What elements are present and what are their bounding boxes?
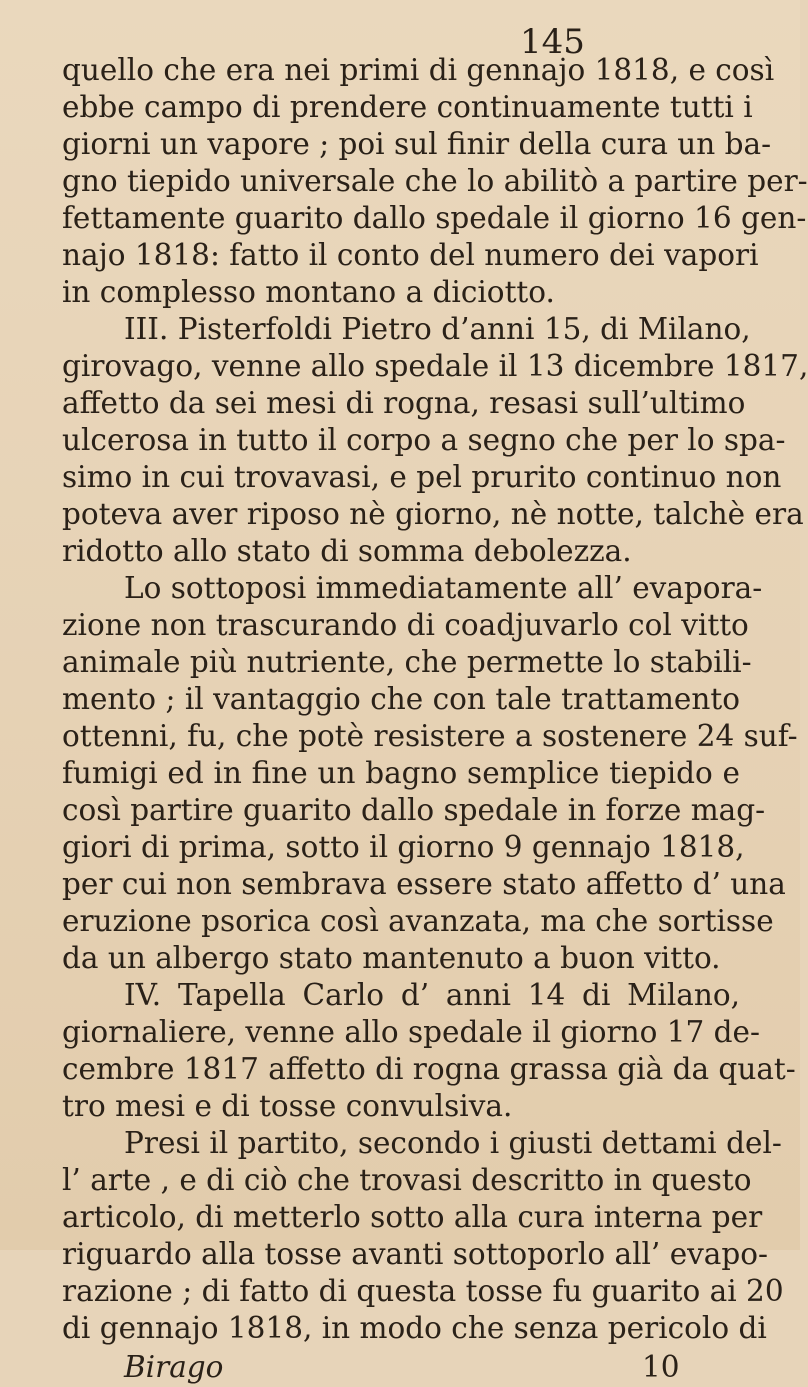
text-line: III. Pisterfoldi Pietro d’anni 15, di Milano, — [124, 312, 751, 346]
text-line: così partire guarito dallo spedale in forze mag- — [62, 793, 766, 827]
text-line: najo 1818: fatto il conto del numero dei vapori — [62, 238, 759, 272]
body-text — [62, 52, 808, 1387]
text-line: giornaliere, venne allo spedale il giorno 17 de- — [62, 1015, 760, 1049]
text-line: ottenni, fu, che potè resistere a sostenere 24 suf- — [62, 719, 798, 753]
text-line: per cui non sembrava essere stato affetto d’ una — [62, 867, 786, 901]
text-line: IV. Tapella Carlo d’ anni 14 di Milano, — [124, 978, 740, 1012]
text-line: poteva aver riposo nè giorno, nè notte, talchè era — [62, 497, 804, 531]
signature-mark: 10 — [642, 1350, 680, 1384]
text-line: animale più nutriente, che permette lo stabili- — [62, 645, 752, 679]
text-line: affetto da sei mesi di rogna, resasi sull’ultimo — [62, 386, 746, 420]
text-line: quello che era nei primi di gennajo 1818, e così — [62, 53, 775, 87]
text-line: ridotto allo stato di somma debolezza. — [62, 534, 632, 568]
text-line: Lo sottoposi immediatamente all’ evapora- — [124, 571, 763, 605]
text-line: simo in cui trovavasi, e pel prurito continuo non — [62, 460, 782, 494]
text-line: cembre 1817 affetto di rogna grassa già da quat- — [62, 1052, 796, 1086]
text-line: giori di prima, sotto il giorno 9 gennajo 1818, — [62, 830, 745, 864]
text-line: giorni un vapore ; poi sul finir della cura un ba- — [62, 127, 772, 161]
text-line: razione ; di fatto di questa tosse fu guarito ai 20 — [62, 1274, 784, 1308]
text-line: eruzione psorica così avanzata, ma che sortisse — [62, 904, 774, 938]
text-line: fettamente guarito dallo spedale il giorno 16 gen- — [62, 201, 807, 235]
catchword: Birago — [124, 1350, 224, 1384]
text-line: in complesso montano a diciotto. — [62, 275, 555, 309]
text-line: mento ; il vantaggio che con tale trattamento — [62, 682, 740, 716]
page-footer — [62, 1347, 740, 1387]
text-line: girovago, venne allo spedale il 13 dicembre 1817, — [62, 349, 808, 383]
text-line: ebbe campo di prendere continuamente tutti i — [62, 90, 753, 124]
text-line: l’ arte , e di ciò che trovasi descritto in questo — [62, 1163, 752, 1197]
page-number: 145 — [520, 22, 585, 62]
text-line: da un albergo stato mantenuto a buon vitto. — [62, 941, 721, 975]
text-line: gno tiepido universale che lo abilitò a partire per- — [62, 164, 808, 198]
text-line: ulcerosa in tutto il corpo a segno che per lo spa- — [62, 423, 786, 457]
text-line: tro mesi e di tosse convulsiva. — [62, 1089, 513, 1123]
text-line: articolo, di metterlo sotto alla cura interna per — [62, 1200, 763, 1234]
text-line: riguardo alla tosse avanti sottoporlo all’ evapo- — [62, 1237, 769, 1271]
text-line: Presi il partito, secondo i giusti dettami del- — [124, 1126, 782, 1160]
text-line: zione non trascurando di coadjuvarlo col vitto — [62, 608, 749, 642]
text-line: di gennajo 1818, in modo che senza pericolo di — [62, 1311, 767, 1345]
text-line: fumigi ed in fine un bagno semplice tiepido e — [62, 756, 740, 790]
